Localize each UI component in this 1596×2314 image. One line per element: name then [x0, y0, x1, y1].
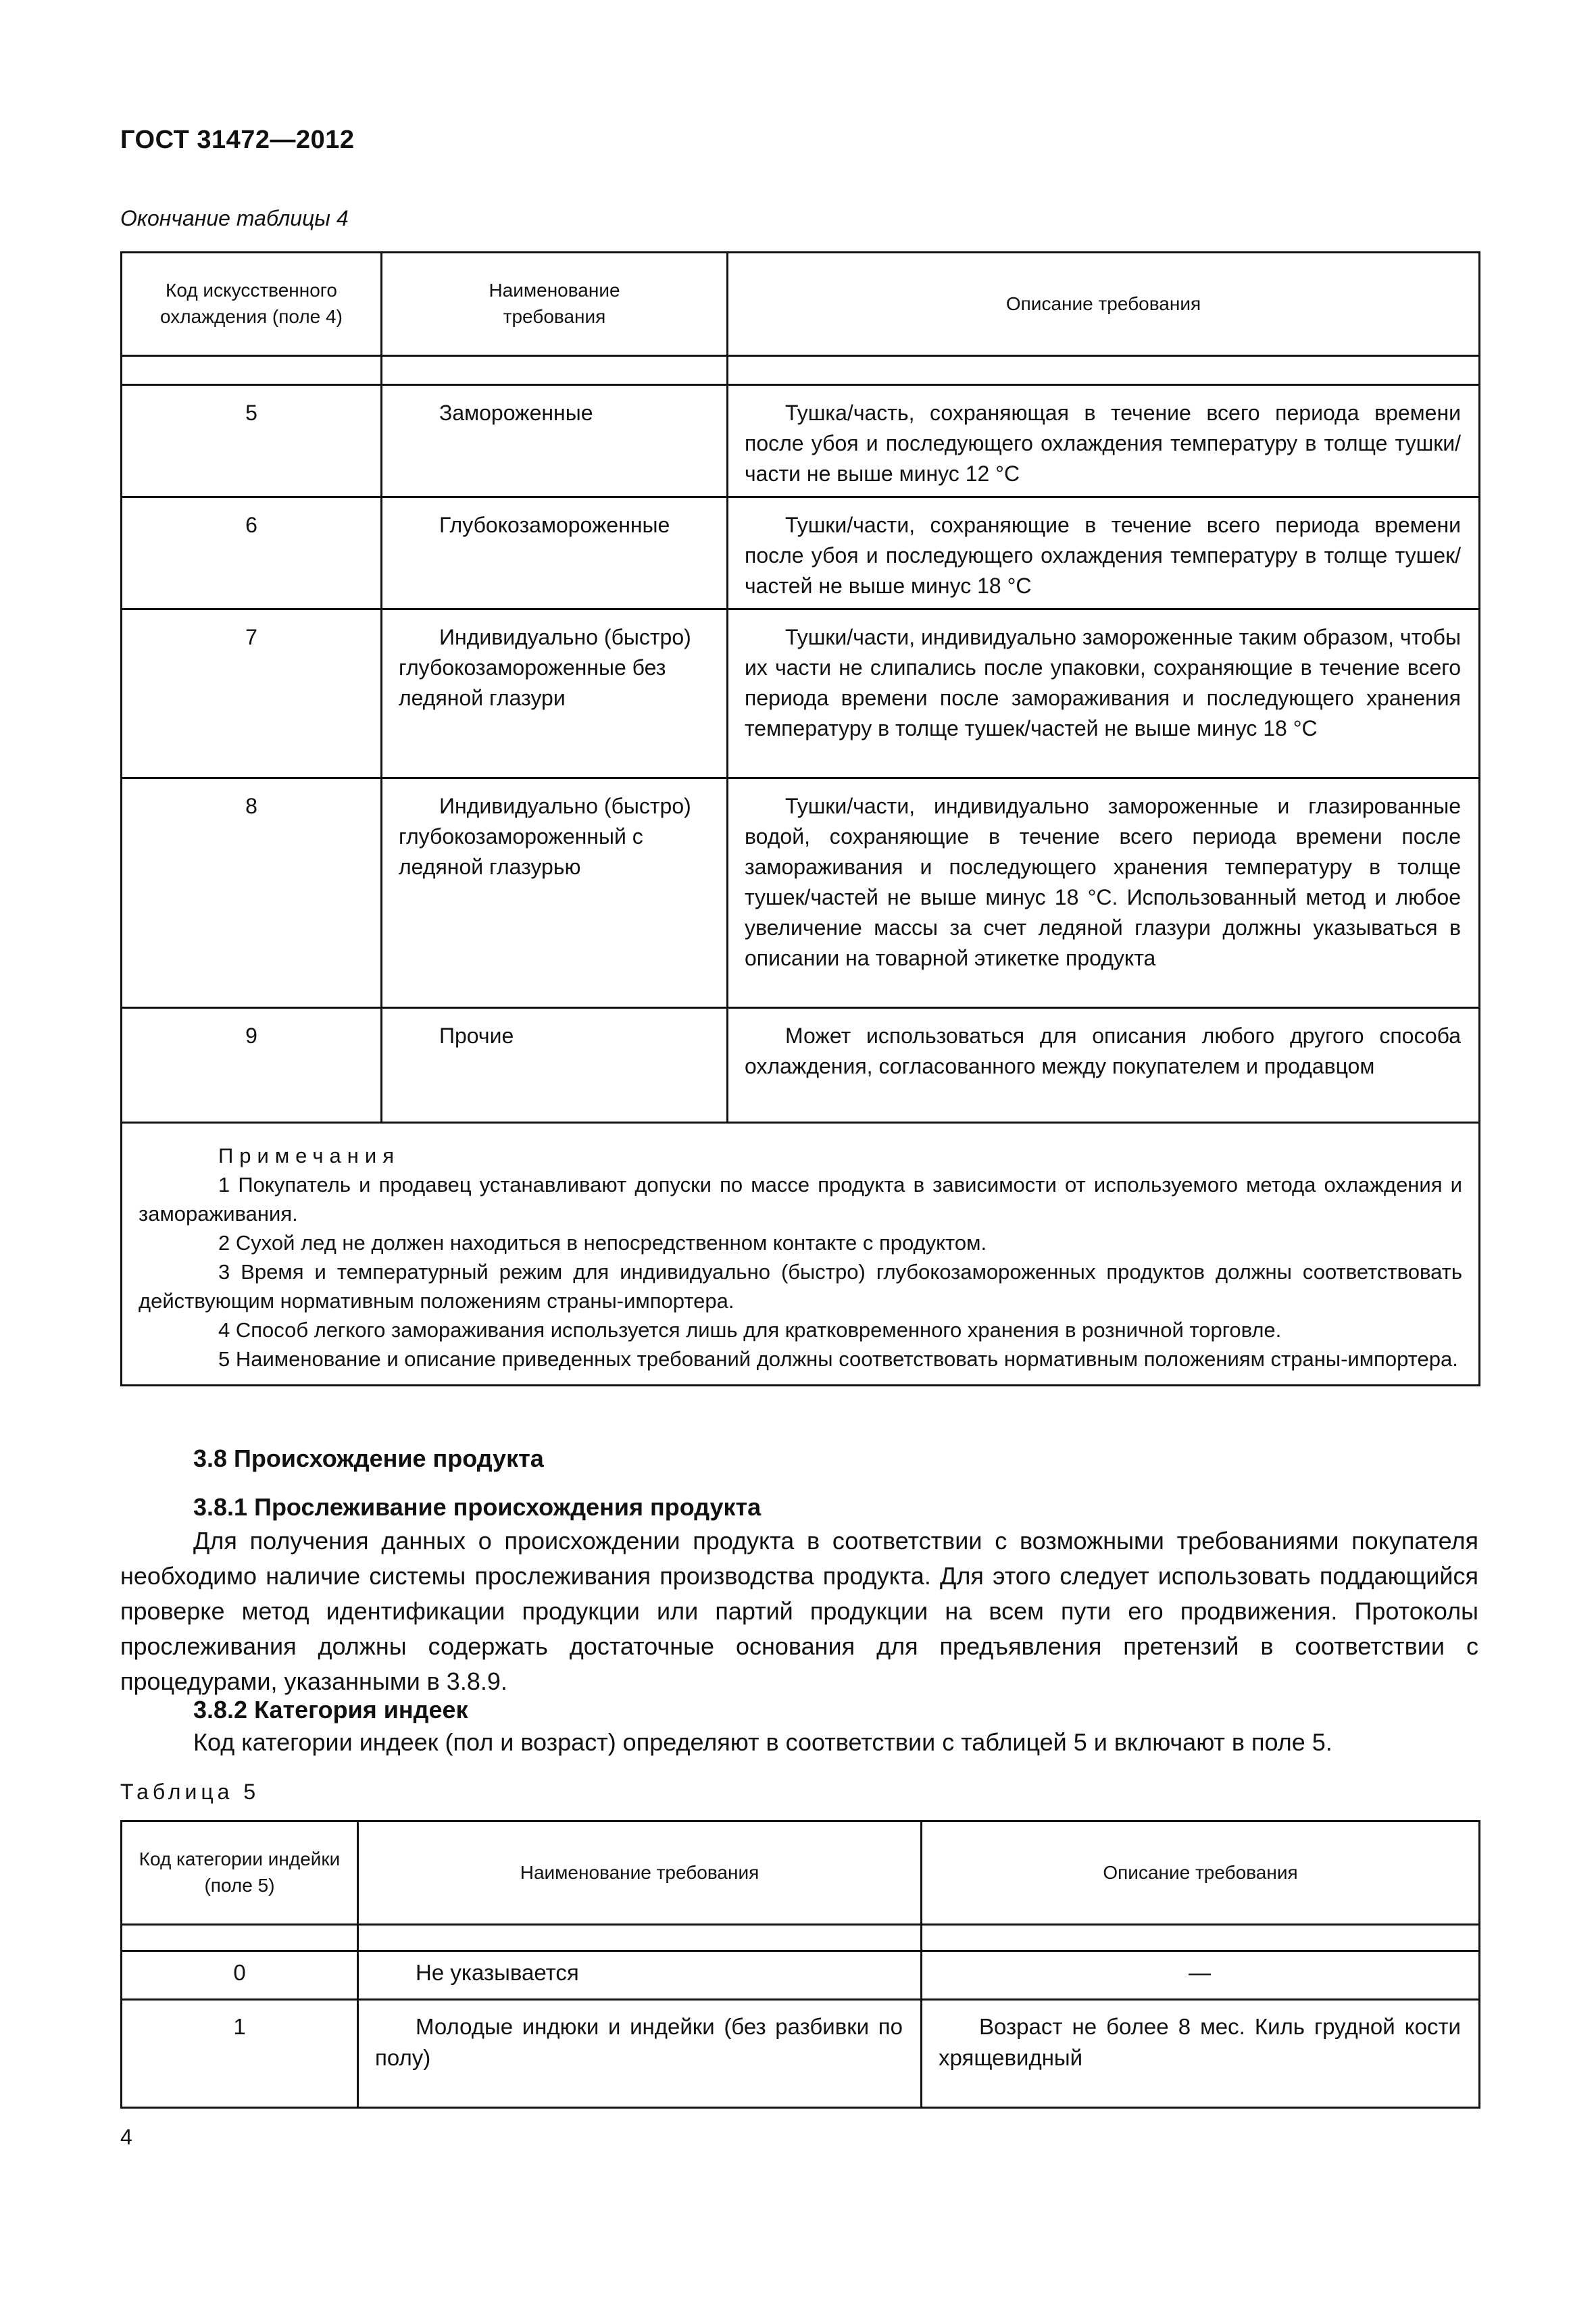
row-description: Тушки/части, индивидуально замороженные и глазированные водой, сохраняющие в течение всего периода времени после замораживания и последующего хранения температуру в толще тушек/частей не выше минус 18 °С. Использованный метод и любое увеличение массы за счет ледяной глазури должны указываться в описании на товарной этикетке продукта [728, 778, 1480, 1008]
row-name: Глубокозамороженные [382, 497, 728, 609]
section-heading: 3.8 Происхождение продукта [193, 1444, 544, 1472]
note-item: 4 Способ легкого замораживания используется лишь для кратковременного хранения в розничной торговле. [218, 1318, 1282, 1342]
row-code: 1 [122, 2000, 358, 2108]
row-description: Тушка/часть, сохраняющая в течение всего периода времени после убоя и последующего охлаждения температуру в толще тушки/части не выше минус 12 °С [728, 385, 1480, 497]
row-description: Тушки/части, индивидуально замороженные таким образом, чтобы их части не слипались после упаковки, сохраняющие в течение всего периода времени после замораживания и последующего хранения температуру в толще тушек/частей не выше минус 18 °С [728, 609, 1480, 778]
table-header-row [122, 1821, 1480, 1925]
row-code: 9 [122, 1008, 382, 1123]
header-double-rule [122, 356, 1480, 385]
row-name: Индивидуально (быстро) глубокозамороженный с ледяной глазурью [382, 778, 728, 1008]
table-caption: Таблица 5 [120, 1780, 260, 1804]
document-id: ГОСТ 31472—2012 [120, 126, 355, 154]
row-description: Возраст не более 8 мес. Киль грудной кости хрящевидный [922, 2000, 1480, 2108]
row-code: 8 [122, 778, 382, 1008]
table-5 [120, 1820, 1480, 2109]
column-header-name: Наименование требования [358, 1821, 922, 1925]
table-row [122, 778, 1480, 1008]
table-4 [120, 251, 1480, 1386]
row-code: 7 [122, 609, 382, 778]
table-notes [122, 1123, 1480, 1386]
table-row [122, 609, 1480, 778]
row-name: Индивидуально (быстро) глубокозамороженные без ледяной глазури [382, 609, 728, 778]
column-header-description: Описание требования [922, 1821, 1480, 1925]
paragraph: Код категории индеек (пол и возраст) определяют в соответствии с таблицей 5 и включают в поле 5. [193, 1728, 1332, 1756]
note-item: 1 Покупатель и продавец устанавливают допуски по массе продукта в зависимости от используемого метода охлаждения и замораживания. [139, 1173, 1462, 1226]
row-code: 0 [122, 1951, 358, 2000]
note-item: 2 Сухой лед не должен находиться в непосредственном контакте с продуктом. [218, 1231, 987, 1255]
row-description: Может использоваться для описания любого другого способа охлаждения, согласованного между покупателем и продавцом [728, 1008, 1480, 1123]
column-header-name: Наименование требования [382, 253, 728, 356]
subsection-heading: 3.8.2 Категория индеек [193, 1696, 468, 1724]
table-row [122, 2000, 1480, 2108]
row-description: Тушки/части, сохраняющие в течение всего периода времени после убоя и последующего охлаждения температуру в толще тушек/частей не выше минус 18 °С [728, 497, 1480, 609]
header-double-rule [122, 1925, 1480, 1951]
notes-title: Примечания [218, 1144, 400, 1167]
row-name: Молодые индюки и индейки (без разбивки по полу) [358, 2000, 922, 2108]
row-code: 5 [122, 385, 382, 497]
column-header-code: Код категории индейки (поле 5) [122, 1821, 358, 1925]
paragraph: Для получения данных о происхождении продукта в соответствии с возможными требованиями покупателя необходимо наличие системы прослеживания производства продукта. Для этого следует использовать поддающийся проверке метод идентификации продукции или партий продукции на всем пути его продвижения. Протоколы прослеживания должны содержать достаточные основания для предъявления претензий в соответствии с процедурами, указанными в 3.8.9. [120, 1527, 1478, 1695]
note-item: 3 Время и температурный режим для индивидуально (быстро) глубокозамороженных продуктов должны соответствовать действующим нормативным положениям страны-импортера. [139, 1260, 1462, 1313]
table-continuation-caption: Окончание таблицы 4 [120, 206, 349, 230]
page-number: 4 [120, 2125, 132, 2149]
row-name: Не указывается [358, 1951, 922, 2000]
table-row [122, 385, 1480, 497]
table-row [122, 497, 1480, 609]
table-notes-row [122, 1123, 1480, 1386]
table-row [122, 1008, 1480, 1123]
subsection-heading: 3.8.1 Прослеживание происхождения продукта [193, 1493, 762, 1521]
row-name: Замороженные [382, 385, 728, 497]
column-header-description: Описание требования [728, 253, 1480, 356]
note-item: 5 Наименование и описание приведенных требований должны соответствовать нормативным положениям страны-импортера. [218, 1347, 1458, 1371]
column-header-code: Код искусственного охлаждения (поле 4) [122, 253, 382, 356]
row-code: 6 [122, 497, 382, 609]
table-row [122, 1951, 1480, 2000]
table-header-row [122, 253, 1480, 356]
row-description: — [922, 1951, 1480, 2000]
row-name: Прочие [382, 1008, 728, 1123]
